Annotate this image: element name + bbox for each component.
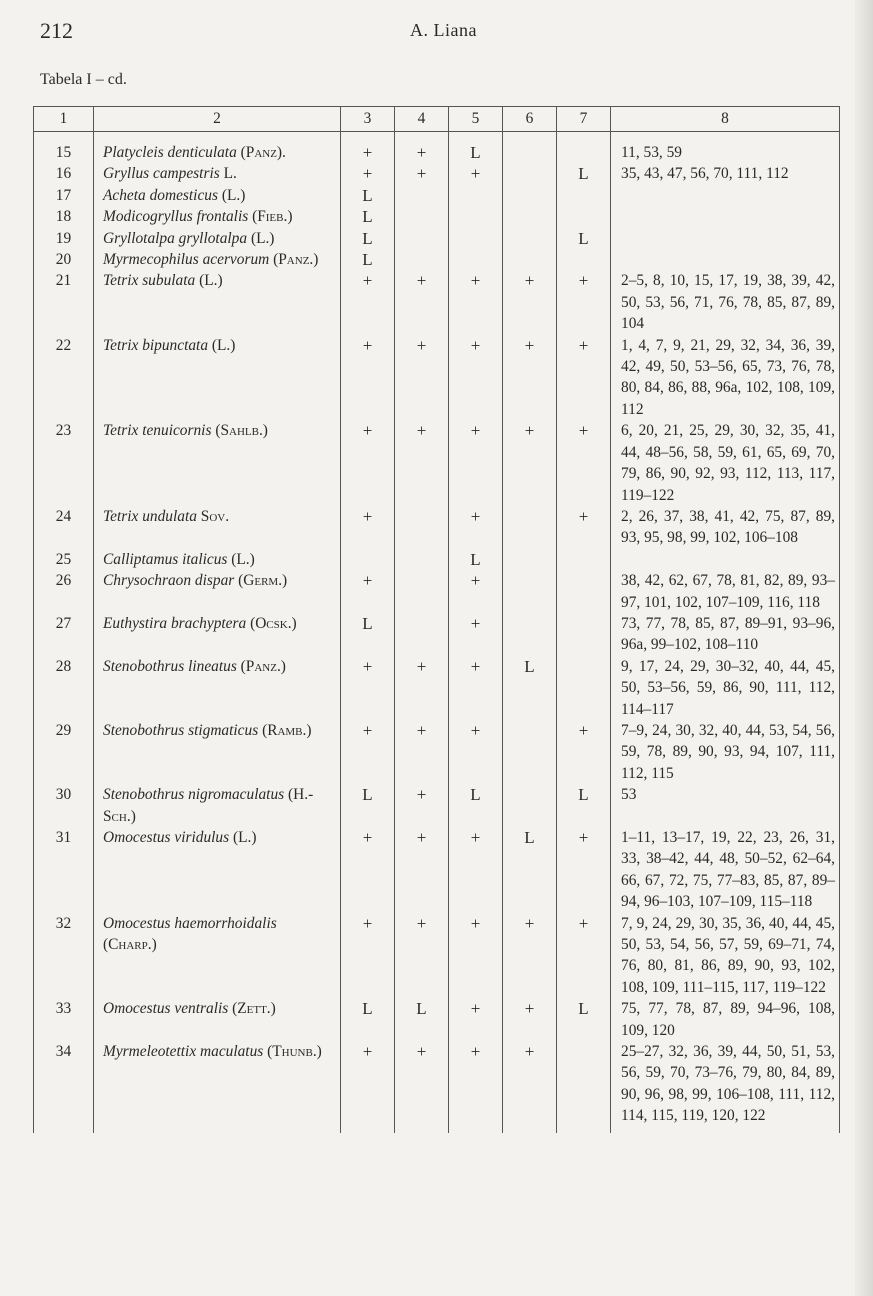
table-caption: Tabela I – cd. (40, 71, 127, 88)
occurrence-mark: + (395, 784, 449, 827)
species-name: Gryllus campestris (103, 165, 220, 183)
occurrence-mark: L (341, 228, 395, 249)
occurrence-mark: + (557, 913, 611, 999)
occurrence-mark (557, 1041, 611, 1127)
spacer-cell (34, 1127, 94, 1133)
species-cell (94, 827, 341, 913)
row-number: 21 (34, 270, 94, 334)
occurrence-mark: + (341, 1041, 395, 1127)
species-name: Omocestus ventralis (103, 1000, 229, 1018)
species-author: (Panz.) (273, 251, 319, 269)
row-number: 29 (34, 720, 94, 784)
species-name: Myrmeleotettix maculatus (103, 1043, 264, 1061)
species-author: (Ocsk.) (250, 614, 297, 632)
occurrence-mark: + (395, 163, 449, 184)
table-row (34, 784, 840, 827)
species-author: (Panz). (240, 144, 286, 161)
table-row (34, 506, 840, 549)
table-row (34, 132, 840, 164)
occurrence-mark (557, 656, 611, 720)
row-number: 16 (34, 163, 94, 184)
table-row (34, 720, 840, 784)
species-cell (94, 506, 341, 549)
species-author: (Ramb.) (262, 721, 312, 739)
occurrence-mark: + (503, 335, 557, 421)
occurrence-mark: + (557, 720, 611, 784)
occurrence-mark (449, 228, 503, 249)
occurrence-mark (503, 506, 557, 549)
row-number: 23 (34, 420, 94, 506)
species-name: Tetrix tenuicornis (103, 422, 212, 440)
localities-list: 75, 77, 78, 87, 89, 94–96, 108, 109, 120 (611, 998, 840, 1041)
occurrence-mark: + (449, 1041, 503, 1127)
occurrence-mark (449, 249, 503, 270)
species-cell (94, 656, 341, 720)
species-cell (94, 335, 341, 421)
occurrence-mark: + (395, 720, 449, 784)
species-cell (94, 249, 341, 270)
occurrence-mark (395, 549, 449, 570)
occurrence-mark: + (341, 656, 395, 720)
occurrence-mark: L (449, 784, 503, 827)
occurrence-mark: + (557, 827, 611, 913)
table-row (34, 206, 840, 227)
occurrence-mark: L (395, 998, 449, 1041)
occurrence-mark: + (449, 270, 503, 334)
occurrence-mark (503, 720, 557, 784)
occurrence-mark (395, 570, 449, 613)
occurrence-mark (503, 249, 557, 270)
occurrence-mark: + (341, 270, 395, 334)
page-number: 212 (40, 18, 73, 43)
species-name: Myrmecophilus acervorum (103, 251, 270, 269)
occurrence-mark (341, 549, 395, 570)
column-header: 2 (94, 107, 341, 132)
row-number: 30 (34, 784, 94, 827)
table-bottom-spacer (34, 1127, 840, 1133)
occurrence-mark (557, 549, 611, 570)
row-number: 18 (34, 206, 94, 227)
running-head: A. Liana (410, 20, 477, 40)
occurrence-mark: + (341, 163, 395, 184)
occurrence-mark (503, 132, 557, 164)
species-name: Omocestus viridulus (103, 829, 230, 846)
occurrence-mark (395, 185, 449, 206)
species-cell (94, 549, 341, 570)
occurrence-mark: + (395, 913, 449, 999)
table-row (34, 613, 840, 656)
occurrence-mark (557, 570, 611, 613)
occurrence-mark: + (503, 270, 557, 334)
occurrence-mark: L (449, 549, 503, 570)
table-row (34, 335, 840, 421)
spacer-cell (557, 1127, 611, 1133)
species-cell (94, 420, 341, 506)
species-author: (Thunb.) (267, 1043, 322, 1061)
species-name: Stenobothrus stigmaticus (103, 721, 259, 739)
occurrence-mark (503, 206, 557, 227)
species-author: (L.) (250, 229, 275, 247)
occurrence-mark: L (557, 784, 611, 827)
row-number: 25 (34, 549, 94, 570)
localities-list: 1, 4, 7, 9, 21, 29, 32, 34, 36, 39, 42, 49, 50, 53–56, 65, 73, 76, 78, 80, 84, 86, 88, 96a, 102, 108, 109, 112 (611, 335, 840, 421)
occurrence-mark: + (557, 506, 611, 549)
table-row (34, 249, 840, 270)
table-row (34, 270, 840, 334)
occurrence-mark (449, 185, 503, 206)
occurrence-mark: L (341, 613, 395, 656)
localities-list: 35, 43, 47, 56, 70, 111, 112 (611, 163, 840, 184)
localities-list: 7, 9, 24, 29, 30, 35, 36, 40, 44, 45, 50, 53, 54, 56, 57, 59, 69–71, 74, 76, 80, 81, 86, 89, 90, 93, 102, 108, 109, 111–115, 117, 119–122 (611, 913, 840, 999)
species-cell (94, 570, 341, 613)
species-author: (H.-Sch.) (103, 786, 314, 825)
species-cell (94, 784, 341, 827)
species-name: Euthystira brachyptera (103, 614, 247, 632)
species-name: Acheta domesticus (103, 186, 218, 204)
spacer-cell (94, 1127, 341, 1133)
occurrence-mark: + (449, 720, 503, 784)
spacer-cell (395, 1127, 449, 1133)
occurrence-mark: + (395, 270, 449, 334)
species-cell (94, 132, 341, 164)
occurrence-mark: + (503, 420, 557, 506)
species-author: (L.) (221, 186, 246, 204)
occurrence-mark: L (341, 998, 395, 1041)
occurrence-mark: + (395, 335, 449, 421)
occurrence-mark: + (449, 335, 503, 421)
row-number: 17 (34, 185, 94, 206)
occurrence-mark: + (341, 132, 395, 164)
column-header: 1 (34, 107, 94, 132)
column-header: 7 (557, 107, 611, 132)
species-author: (Fieb.) (252, 208, 293, 226)
species-author: L. (223, 165, 237, 183)
occurrence-mark: + (449, 613, 503, 656)
occurrence-mark: + (341, 720, 395, 784)
occurrence-mark: + (395, 420, 449, 506)
localities-list: 2–5, 8, 10, 15, 17, 19, 38, 39, 42, 50, 53, 56, 71, 76, 78, 85, 87, 89, 104 (611, 270, 840, 334)
species-cell (94, 613, 341, 656)
occurrence-mark: L (557, 998, 611, 1041)
occurrence-mark (557, 249, 611, 270)
row-number: 34 (34, 1041, 94, 1127)
row-number: 27 (34, 613, 94, 656)
row-number: 32 (34, 913, 94, 999)
occurrence-mark: L (341, 185, 395, 206)
occurrence-mark (503, 784, 557, 827)
occurrence-mark: + (395, 827, 449, 913)
localities-list (611, 206, 840, 227)
occurrence-mark (503, 228, 557, 249)
occurrence-mark: L (449, 132, 503, 164)
species-name: Platycleis denticulata (103, 144, 237, 161)
table-row (34, 1041, 840, 1127)
localities-list: 53 (611, 784, 840, 827)
row-number: 19 (34, 228, 94, 249)
species-author: (L.) (199, 272, 223, 290)
occurrence-mark: L (503, 827, 557, 913)
localities-list (611, 549, 840, 570)
species-author: (Sahlb.) (215, 422, 268, 440)
column-header: 5 (449, 107, 503, 132)
species-author: (Charp.) (103, 936, 157, 954)
spacer-cell (449, 1127, 503, 1133)
table-row (34, 913, 840, 999)
species-cell (94, 913, 341, 999)
row-number: 33 (34, 998, 94, 1041)
row-number: 20 (34, 249, 94, 270)
occurrence-mark: + (449, 506, 503, 549)
row-number: 15 (34, 132, 94, 164)
occurrence-mark (449, 206, 503, 227)
species-name: Stenobothrus lineatus (103, 657, 237, 675)
column-header: 3 (341, 107, 395, 132)
row-number: 24 (34, 506, 94, 549)
localities-list: 38, 42, 62, 67, 78, 81, 82, 89, 93–97, 101, 102, 107–109, 116, 118 (611, 570, 840, 613)
occurrence-mark (395, 206, 449, 227)
occurrence-mark: L (557, 163, 611, 184)
occurrence-mark: L (503, 656, 557, 720)
occurrence-mark: + (449, 913, 503, 999)
occurrence-mark: + (503, 913, 557, 999)
localities-list (611, 228, 840, 249)
row-number: 26 (34, 570, 94, 613)
species-table (33, 106, 840, 1133)
occurrence-mark: L (341, 249, 395, 270)
occurrence-mark (395, 506, 449, 549)
table-row (34, 656, 840, 720)
localities-list (611, 249, 840, 270)
occurrence-mark: + (449, 570, 503, 613)
column-header: 4 (395, 107, 449, 132)
species-author: Sov. (200, 507, 230, 525)
occurrence-mark: + (341, 913, 395, 999)
occurrence-mark: L (341, 206, 395, 227)
table-row (34, 163, 840, 184)
species-cell (94, 185, 341, 206)
species-name: Stenobothrus nigromaculatus (103, 786, 285, 804)
occurrence-mark (557, 185, 611, 206)
species-author: (L.) (211, 336, 236, 354)
localities-list: 73, 77, 78, 85, 87, 89–91, 93–96, 96a, 99–102, 108–110 (611, 613, 840, 656)
localities-list: 25–27, 32, 36, 39, 44, 50, 51, 53, 56, 59, 70, 73–76, 79, 80, 84, 89, 90, 96, 98, 99, 106–108, 111, 112, 114, 115, 119, 120, 122 (611, 1041, 840, 1127)
table-row (34, 549, 840, 570)
occurrence-mark (503, 163, 557, 184)
species-author: (Zett.) (232, 1000, 276, 1018)
localities-list (611, 185, 840, 206)
row-number: 31 (34, 827, 94, 913)
table-row (34, 185, 840, 206)
column-header: 6 (503, 107, 557, 132)
occurrence-mark: + (449, 998, 503, 1041)
row-number: 28 (34, 656, 94, 720)
occurrence-mark (395, 228, 449, 249)
localities-list: 1–11, 13–17, 19, 22, 23, 26, 31, 33, 38–42, 44, 48, 50–52, 62–64, 66, 67, 72, 75, 77–83, 85, 87, 89–94, 96–103, 107–109, 115–118 (611, 827, 840, 913)
page-edge-shadow (855, 0, 873, 1296)
occurrence-mark: + (395, 1041, 449, 1127)
species-author: (L.) (231, 550, 255, 568)
species-cell (94, 163, 341, 184)
species-author: (L.) (232, 829, 257, 846)
species-name: Omocestus haemorrhoidalis (103, 914, 277, 932)
page-header (30, 18, 840, 48)
occurrence-mark: + (341, 335, 395, 421)
row-number: 22 (34, 335, 94, 421)
occurrence-mark (395, 613, 449, 656)
occurrence-mark: + (395, 656, 449, 720)
occurrence-mark: + (557, 335, 611, 421)
species-cell (94, 228, 341, 249)
species-cell (94, 270, 341, 334)
occurrence-mark: + (503, 998, 557, 1041)
occurrence-mark: + (503, 1041, 557, 1127)
occurrence-mark: + (341, 570, 395, 613)
occurrence-mark: L (341, 784, 395, 827)
species-author: (Germ.) (238, 572, 288, 590)
occurrence-mark (503, 549, 557, 570)
spacer-cell (503, 1127, 557, 1133)
occurrence-mark: + (449, 656, 503, 720)
column-header: 8 (611, 107, 840, 132)
occurrence-mark (395, 249, 449, 270)
occurrence-mark: + (395, 132, 449, 164)
table-row (34, 570, 840, 613)
occurrence-mark: + (341, 506, 395, 549)
species-name: Chrysochraon dispar (103, 572, 235, 590)
species-name: Modicogryllus frontalis (103, 208, 249, 226)
localities-list: 7–9, 24, 30, 32, 40, 44, 53, 54, 56, 59, 78, 89, 90, 93, 94, 107, 111, 112, 115 (611, 720, 840, 784)
occurrence-mark: + (341, 827, 395, 913)
occurrence-mark (503, 185, 557, 206)
species-cell (94, 720, 341, 784)
occurrence-mark: + (341, 420, 395, 506)
occurrence-mark (503, 570, 557, 613)
occurrence-mark: + (557, 270, 611, 334)
localities-list: 11, 53, 59 (611, 132, 840, 164)
species-name: Tetrix subulata (103, 272, 196, 290)
species-author: (Panz.) (240, 657, 286, 675)
occurrence-mark (503, 613, 557, 656)
species-cell (94, 998, 341, 1041)
species-cell (94, 206, 341, 227)
table-row (34, 998, 840, 1041)
species-name: Tetrix undulata (103, 507, 197, 525)
occurrence-mark: L (557, 228, 611, 249)
table-row (34, 827, 840, 913)
species-cell (94, 1041, 341, 1127)
table-row (34, 228, 840, 249)
occurrence-mark: + (449, 420, 503, 506)
localities-list: 6, 20, 21, 25, 29, 30, 32, 35, 41, 44, 48–56, 58, 59, 61, 65, 69, 70, 79, 86, 90, 92, 93, 112, 113, 117, 119–122 (611, 420, 840, 506)
occurrence-mark: + (557, 420, 611, 506)
species-name: Calliptamus italicus (103, 550, 228, 568)
species-name: Tetrix bipunctata (103, 336, 209, 354)
localities-list: 9, 17, 24, 29, 30–32, 40, 44, 45, 50, 53–56, 59, 86, 90, 111, 112, 114–117 (611, 656, 840, 720)
header-row (34, 107, 840, 132)
occurrence-mark (557, 132, 611, 164)
occurrence-mark (557, 206, 611, 227)
localities-list: 2, 26, 37, 38, 41, 42, 75, 87, 89, 93, 95, 98, 99, 102, 106–108 (611, 506, 840, 549)
spacer-cell (611, 1127, 840, 1133)
occurrence-mark (557, 613, 611, 656)
occurrence-mark: + (449, 827, 503, 913)
spacer-cell (341, 1127, 395, 1133)
species-name: Gryllotalpa gryllotalpa (103, 229, 248, 247)
table-row (34, 420, 840, 506)
occurrence-mark: + (449, 163, 503, 184)
